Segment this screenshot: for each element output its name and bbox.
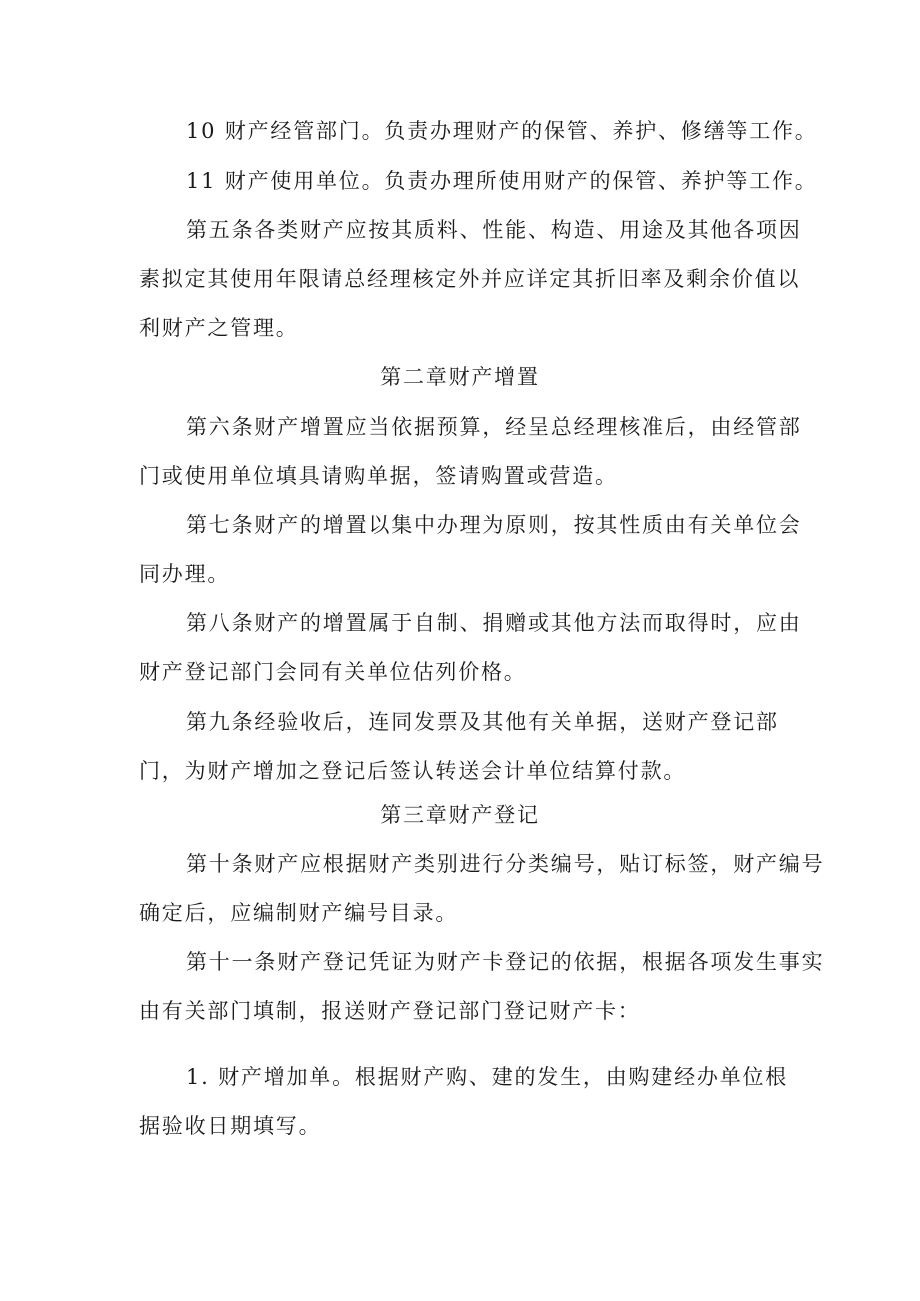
- paragraph-line-8: 第七条财产的增置以集中办理为原则，按其性质由有关单位会: [186, 513, 802, 537]
- paragraph-line-14: 第十条财产应根据财产类别进行分类编号，贴订标签，财产编号: [186, 852, 825, 876]
- paragraph-line-5: 利财产之管理。: [139, 316, 299, 340]
- list-item-line-2: 据验收日期填写。: [139, 1114, 322, 1138]
- paragraph-line-9: 同办理。: [139, 562, 231, 586]
- list-item-line-1: 1. 财产增加单。根据财产购、建的发生，由购建经办单位根: [186, 1065, 789, 1089]
- chapter-heading-2: 第二章财产增置: [380, 365, 540, 389]
- paragraph-line-15: 确定后，应编制财产编号目录。: [139, 901, 459, 925]
- paragraph-line-1: 10 财产经管部门。负责办理财产的保管、养护、修缮等工作。: [186, 119, 818, 143]
- paragraph-line-12: 第九条经验收后，连同发票及其他有关单据，送财产登记部: [186, 710, 779, 734]
- paragraph-line-2: 11 财产使用单位。负责办理所使用财产的保管、养护等工作。: [186, 169, 818, 193]
- paragraph-line-17: 由有关部门填制，报送财产登记部门登记财产卡：: [139, 999, 641, 1023]
- paragraph-line-4: 素拟定其使用年限请总经理核定外并应详定其折旧率及剩余价值以: [139, 267, 801, 291]
- paragraph-line-13: 门，为财产增加之登记后签认转送会计单位结算付款。: [139, 759, 687, 783]
- chapter-heading-3: 第三章财产登记: [380, 803, 540, 827]
- paragraph-line-16: 第十一条财产登记凭证为财产卡登记的依据，根据各项发生事实: [186, 950, 825, 974]
- paragraph-line-10: 第八条财产的增置属于自制、捐赠或其他方法而取得时，应由: [186, 611, 802, 635]
- paragraph-line-3: 第五条各类财产应按其质料、性能、构造、用途及其他各项因: [186, 218, 802, 242]
- paragraph-line-11: 财产登记部门会同有关单位估列价格。: [139, 660, 527, 684]
- paragraph-line-7: 门或使用单位填具请购单据，签请购置或营造。: [139, 464, 618, 488]
- paragraph-line-6: 第六条财产增置应当依据预算，经呈总经理核准后，由经管部: [186, 415, 802, 439]
